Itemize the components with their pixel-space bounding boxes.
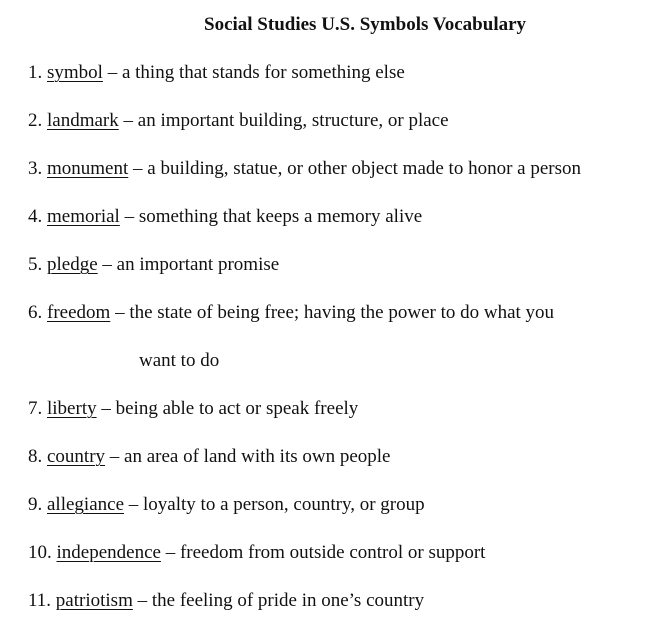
vocab-definition: – an important building, structure, or place: [118, 110, 449, 131]
vocab-term: symbol: [47, 62, 103, 83]
vocab-term: independence: [56, 542, 161, 563]
vocab-term: liberty: [47, 398, 97, 419]
entry-number: 11.: [28, 590, 52, 611]
vocab-entry-3: [28, 157, 581, 181]
entry-number: 8.: [28, 446, 43, 467]
vocab-definition: – an important promise: [97, 254, 280, 275]
vocab-term: freedom: [47, 302, 111, 323]
vocab-definition: – the state of being free; having the power to do what you: [110, 302, 555, 323]
page-title: Social Studies U.S. Symbols Vocabulary: [204, 14, 527, 35]
vocab-definition: – something that keeps a memory alive: [119, 206, 423, 227]
vocab-definition: – an area of land with its own people: [105, 446, 391, 467]
vocab-definition: – a thing that stands for something else: [102, 62, 405, 83]
vocab-entry-10: [28, 541, 485, 565]
entry-number: 5.: [28, 254, 43, 275]
vocab-definition: – loyalty to a person, country, or group: [124, 494, 425, 515]
entry-number: 3.: [28, 158, 43, 179]
vocab-definition-continuation: want to do: [139, 350, 220, 371]
vocab-entry-8: [28, 445, 391, 469]
entry-number: 9.: [28, 494, 43, 515]
vocab-entry-11: [28, 589, 424, 613]
vocab-term: country: [47, 446, 106, 467]
vocab-term: allegiance: [47, 494, 125, 515]
vocab-entry-5: [28, 253, 279, 277]
vocab-term: patriotism: [55, 590, 133, 611]
entry-number: 4.: [28, 206, 43, 227]
vocab-entry-9: [28, 493, 425, 517]
vocab-entry-2: [28, 109, 449, 133]
vocab-entry-1: [28, 61, 405, 85]
entry-number: 10.: [28, 542, 52, 563]
vocab-entry-6: [28, 301, 554, 325]
entry-number: 1.: [28, 62, 43, 83]
vocab-definition: – a building, statue, or other object made to honor a person: [128, 158, 581, 179]
vocab-term: memorial: [47, 206, 120, 227]
entry-number: 6.: [28, 302, 43, 323]
entry-number: 2.: [28, 110, 43, 131]
vocab-term: pledge: [47, 254, 98, 275]
vocab-definition: – the feeling of pride in one’s country: [132, 590, 425, 611]
vocab-entry-7: [28, 397, 358, 421]
vocab-term: monument: [47, 158, 129, 179]
entry-number: 7.: [28, 398, 43, 419]
vocab-definition: – freedom from outside control or support: [160, 542, 486, 563]
title-block: [0, 13, 654, 37]
vocab-entry-4: [28, 205, 422, 229]
vocab-term: landmark: [47, 110, 119, 131]
vocab-definition: – being able to act or speak freely: [96, 398, 359, 419]
